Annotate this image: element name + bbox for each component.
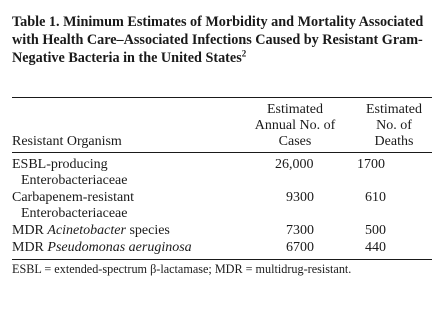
organism-line1: Carbapenem-resistant bbox=[12, 190, 135, 205]
table-title-text: Table 1. Minimum Estimates of Morbidity and Mortality Associated with Health Care–Associated Infections Caused by Resistant Gram-Negative Bacteria in the United States bbox=[12, 14, 424, 66]
header-organism: Resistant Organism bbox=[12, 134, 122, 149]
title-reference: 2 bbox=[241, 48, 247, 59]
header-cases-line3: Cases bbox=[278, 134, 312, 149]
header-cases-line2: Annual No. of bbox=[254, 118, 336, 133]
table-row-organism bbox=[12, 190, 134, 222]
table-cell-cases: 6700 bbox=[286, 240, 314, 255]
table-cell-deaths: 1700 bbox=[357, 157, 385, 172]
table-row-organism bbox=[12, 240, 192, 256]
header-cases bbox=[235, 102, 355, 150]
table-footnote: ESBL = extended-spectrum β-lactamase; MDR = multidrug-resistant. bbox=[12, 262, 352, 276]
table-title bbox=[12, 13, 432, 67]
table-cell-deaths: 610 bbox=[365, 190, 386, 205]
header-deaths-line3: Deaths bbox=[374, 134, 414, 149]
header-deaths bbox=[356, 102, 432, 150]
bottom-rule bbox=[12, 259, 432, 260]
table-cell-deaths: 500 bbox=[365, 223, 386, 238]
organism-prefix: MDR bbox=[12, 223, 48, 238]
header-deaths-line2: No. of bbox=[376, 118, 412, 133]
header-cases-line1: Estimated bbox=[267, 102, 323, 117]
organism-line2: Enterobacteriaceae bbox=[21, 173, 128, 188]
table-row-organism bbox=[12, 157, 127, 189]
header-deaths-line1: Estimated bbox=[366, 102, 422, 117]
organism-prefix: MDR bbox=[12, 240, 48, 255]
organism-italic: Acinetobacter bbox=[47, 223, 126, 238]
table-cell-cases: 7300 bbox=[286, 223, 314, 238]
table-cell-cases: 26,000 bbox=[275, 157, 314, 172]
table-cell-cases: 9300 bbox=[286, 190, 314, 205]
table-row-organism bbox=[12, 223, 170, 239]
top-rule bbox=[12, 97, 432, 98]
organism-italic: Pseudomonas aeruginosa bbox=[47, 240, 192, 255]
header-rule bbox=[12, 152, 432, 153]
organism-line2: Enterobacteriaceae bbox=[21, 206, 128, 221]
organism-line1: ESBL-producing bbox=[12, 157, 108, 172]
table-cell-deaths: 440 bbox=[365, 240, 386, 255]
organism-suffix: species bbox=[125, 223, 170, 238]
